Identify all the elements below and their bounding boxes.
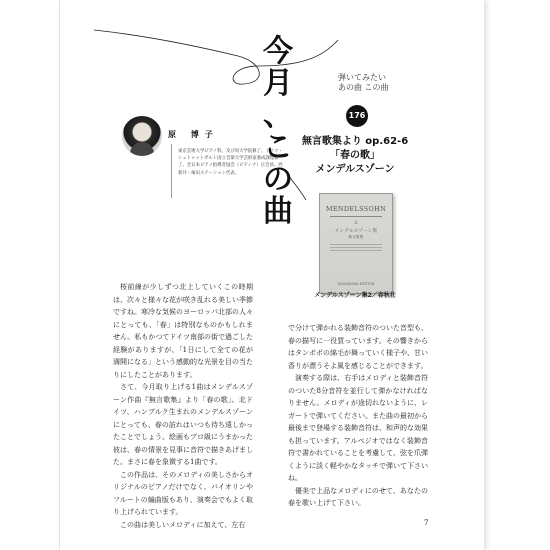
piece-line-2: 「春の歌」	[330, 150, 380, 161]
score-rule	[330, 247, 382, 248]
bio-divider	[171, 144, 172, 198]
title-char: の	[263, 162, 293, 197]
title-char: 曲	[263, 194, 293, 229]
author-bio: 東京芸術大学ピアノ科、及び同大学院修了。ドイツ・シュトゥットガルト国立音楽大学芸術家養成課程修了。全日本ピアノ指導者協会（ピティナ）正会員。西新井・塚田ステーション代表。	[178, 149, 283, 176]
piece-title	[300, 135, 410, 177]
title-char: 月	[263, 66, 293, 101]
issue-number-badge: 176	[346, 105, 368, 127]
score-cover-subtitle-2: 無言歌集	[348, 235, 364, 239]
series-line-2: あの曲 この曲	[338, 83, 389, 92]
score-rule	[330, 244, 382, 245]
paragraph: で分けて弾かれる装飾音符のついた音型も、春の描写に一役買っています。その響きからはタンポポの綿毛が舞っていく様子や、甘い香りが漂うそよ風を感じることができます。	[288, 324, 428, 370]
score-cover-number: 2	[354, 220, 358, 226]
title-char: こ	[263, 130, 293, 165]
score-cover-title: MENDELSSOHN	[325, 205, 387, 213]
score-rule	[330, 216, 382, 217]
body-column-right	[288, 322, 428, 510]
body-column-left	[113, 281, 253, 531]
paragraph: この作品は、そのメロディの美しさからオリジナルのピアノだけでなく、バイオリンやフルートの編曲版もあり、演奏会でもよく取り上げられています。	[113, 470, 253, 516]
series-label	[338, 73, 389, 93]
page-number: 7	[424, 519, 429, 527]
feature-title	[258, 36, 298, 228]
author-portrait	[122, 116, 162, 156]
paragraph: さて、今月取り上げる1曲はメンデルスゾーン作曲『無言歌集』より「春の歌」。北ドイツ、ハンブルク生まれのメンデルスゾーンにとっても、春の訪れはいつも待ち遠しかったことでしょう。絵画もプロ級にうまかった彼は、春の情景を見事に音符で描きあげました。まさに春を象徴する1曲です。	[113, 383, 253, 466]
piece-line-1: 無言歌集より op.62-6	[301, 136, 409, 147]
paragraph: 優美で上品なメロディにのせて、あなたの春を歌い上げて下さい。	[288, 486, 428, 507]
paragraph: 桜前線が少しずつ北上していくこの時期は、次々と様々な花が咲き乱れる美しい季節ですね。寒冷な気候のヨーロッパ北部の人々にとっても、「春」は特別なものかもしれません。私もかつてドイツ南部の街で過ごした経験がありますが、「1日にして全ての花が満開になる」という感動的な光景を目の当たりにしたことがあります。	[113, 283, 253, 379]
score-rule	[330, 250, 382, 251]
author-name: 原 博子	[168, 129, 219, 139]
score-cover-image	[319, 193, 393, 294]
paragraph: この曲は美しいメロディに加えて、左右	[120, 520, 246, 529]
score-cover-subtitle: メンデルスゾーン集	[334, 229, 378, 234]
series-line-1: 弾いてみたい	[338, 73, 386, 82]
title-char: 今	[263, 34, 293, 69]
paragraph: 演奏する際は、右手はメロディと装飾音符のついた8分音符を並行して弾かなければなりません。メロディが途切れないように、レガートで弾いてください。また曲の最初から最後まで登場する装飾音符は、和声的な効果も担っています。アルペジオではなく装飾音符で書かれていることを考慮して、弦を爪弾くように淡く軽やかなタッチで弾いて下さいね。	[288, 374, 428, 482]
title-char: 、	[263, 98, 293, 133]
piece-line-3: メンデルスゾーン	[315, 164, 395, 175]
image-caption: メンデルスゾーン集2／春秋社	[314, 292, 396, 299]
score-publisher: SHUNJUSHA EDITION	[337, 282, 375, 286]
